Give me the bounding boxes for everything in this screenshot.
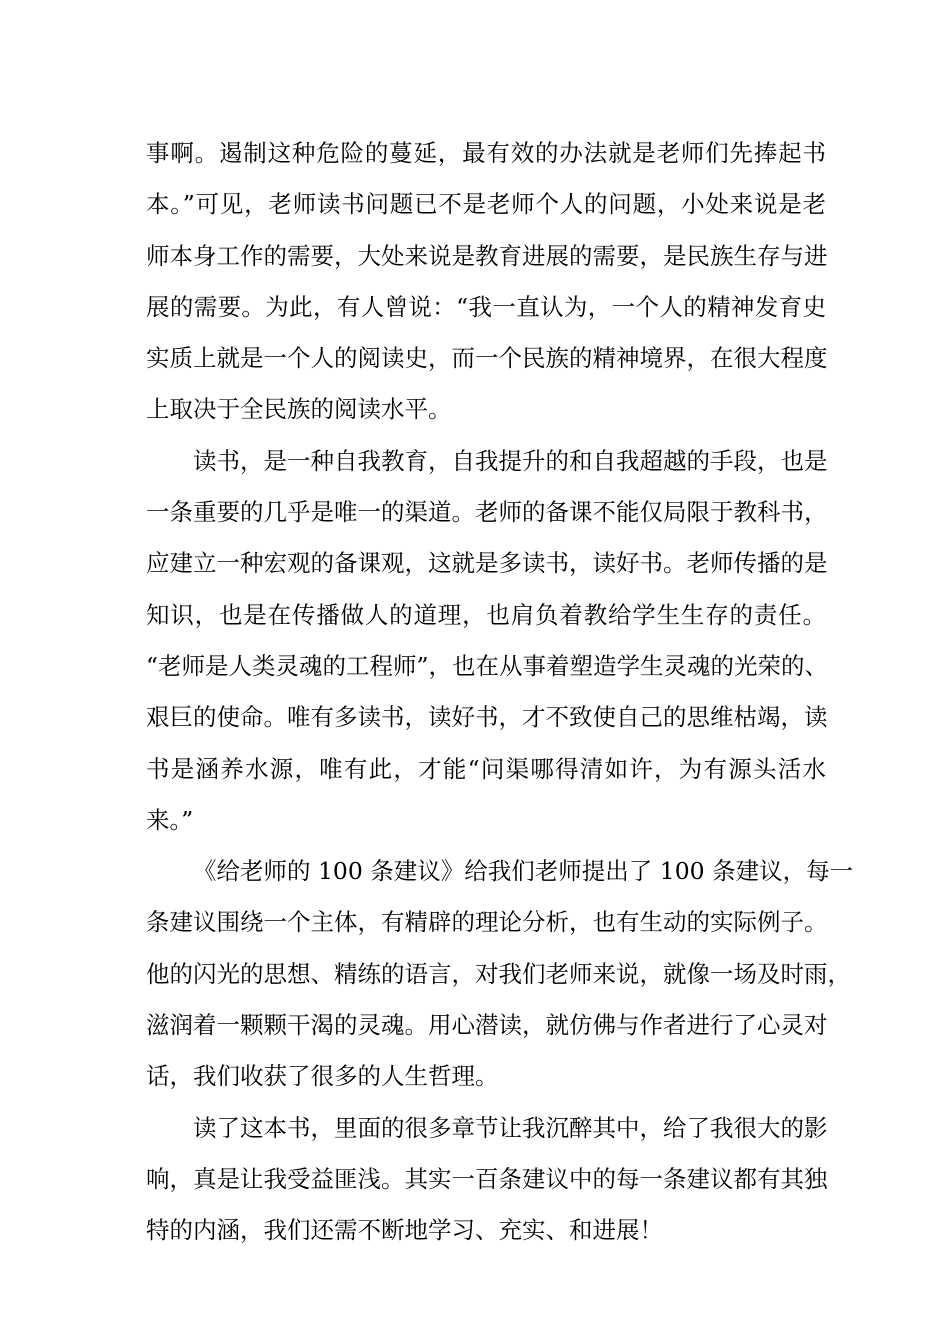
text-line: 一条重要的几乎是唯一的渠道。老师的备课不能仅局限于教科书， — [146, 498, 828, 527]
text-line: 来。” — [146, 805, 194, 834]
text-line: 知识，也是在传播做人的道理，也肩负着教给学生生存的责任。 — [146, 600, 826, 629]
paragraph-3 — [146, 846, 854, 1102]
text-line: “老师是人类灵魂的工程师”，也在从事着塑造学生灵魂的光荣的、 — [146, 651, 829, 680]
text-line: 读书，是一种自我教育，自我提升的和自我超越的手段，也是 — [193, 446, 828, 475]
text-line: 艰巨的使命。唯有多读书，读好书，才不致使自己的思维枯竭，读 — [146, 703, 828, 732]
text-line: 师本身工作的需要，大处来说是教育进展的需要，是民族生存与进 — [146, 241, 828, 270]
text-line: 响，真是让我受益匪浅。其实一百条建议中的每一条建议都有其独 — [146, 1164, 828, 1193]
text-line: 话，我们收获了很多的人生哲理。 — [146, 1062, 499, 1091]
text-line: 应建立一种宏观的备课观，这就是多读书，读好书。老师传播的是 — [146, 549, 828, 578]
text-line: 滋润着一颗颗干渴的灵魂。用心潜读，就仿佛与作者进行了心灵对 — [146, 1011, 828, 1040]
text-line: 实质上就是一个人的阅读史，而一个民族的精神境界，在很大程度 — [146, 344, 828, 373]
paragraph-4 — [146, 1103, 826, 1257]
paragraph-2 — [146, 436, 829, 846]
text-line: 读了这本书，里面的很多章节让我沉醉其中，给了我很大的影 — [193, 1113, 828, 1142]
document-body — [146, 128, 854, 1257]
text-line: 《给老师的 100 条建议》给我们老师提出了 100 条建议，每一 — [193, 857, 854, 886]
text-line: 展的需要。为此，有人曾说：“我一直认为，一个人的精神发育史 — [146, 292, 826, 321]
text-line: 条建议围绕一个主体，有精辟的理论分析，也有生动的实际例子。 — [146, 908, 828, 937]
text-line: 上取决于全民族的阅读水平。 — [146, 395, 452, 424]
paragraph-1 — [146, 128, 826, 436]
text-line: 本。”可见，老师读书问题已不是老师个人的问题，小处来说是老 — [146, 190, 826, 219]
text-line: 事啊。遏制这种危险的蔓延，最有效的办法就是老师们先捧起书 — [146, 139, 826, 167]
text-line: 他的闪光的思想、精练的语言，对我们老师来说，就像一场及时雨， — [146, 959, 851, 988]
text-line: 书是涵养水源，唯有此，才能“问渠哪得清如许，为有源头活水 — [146, 754, 826, 783]
text-line: 特的内涵，我们还需不断地学习、充实、和进展！ — [146, 1216, 663, 1245]
